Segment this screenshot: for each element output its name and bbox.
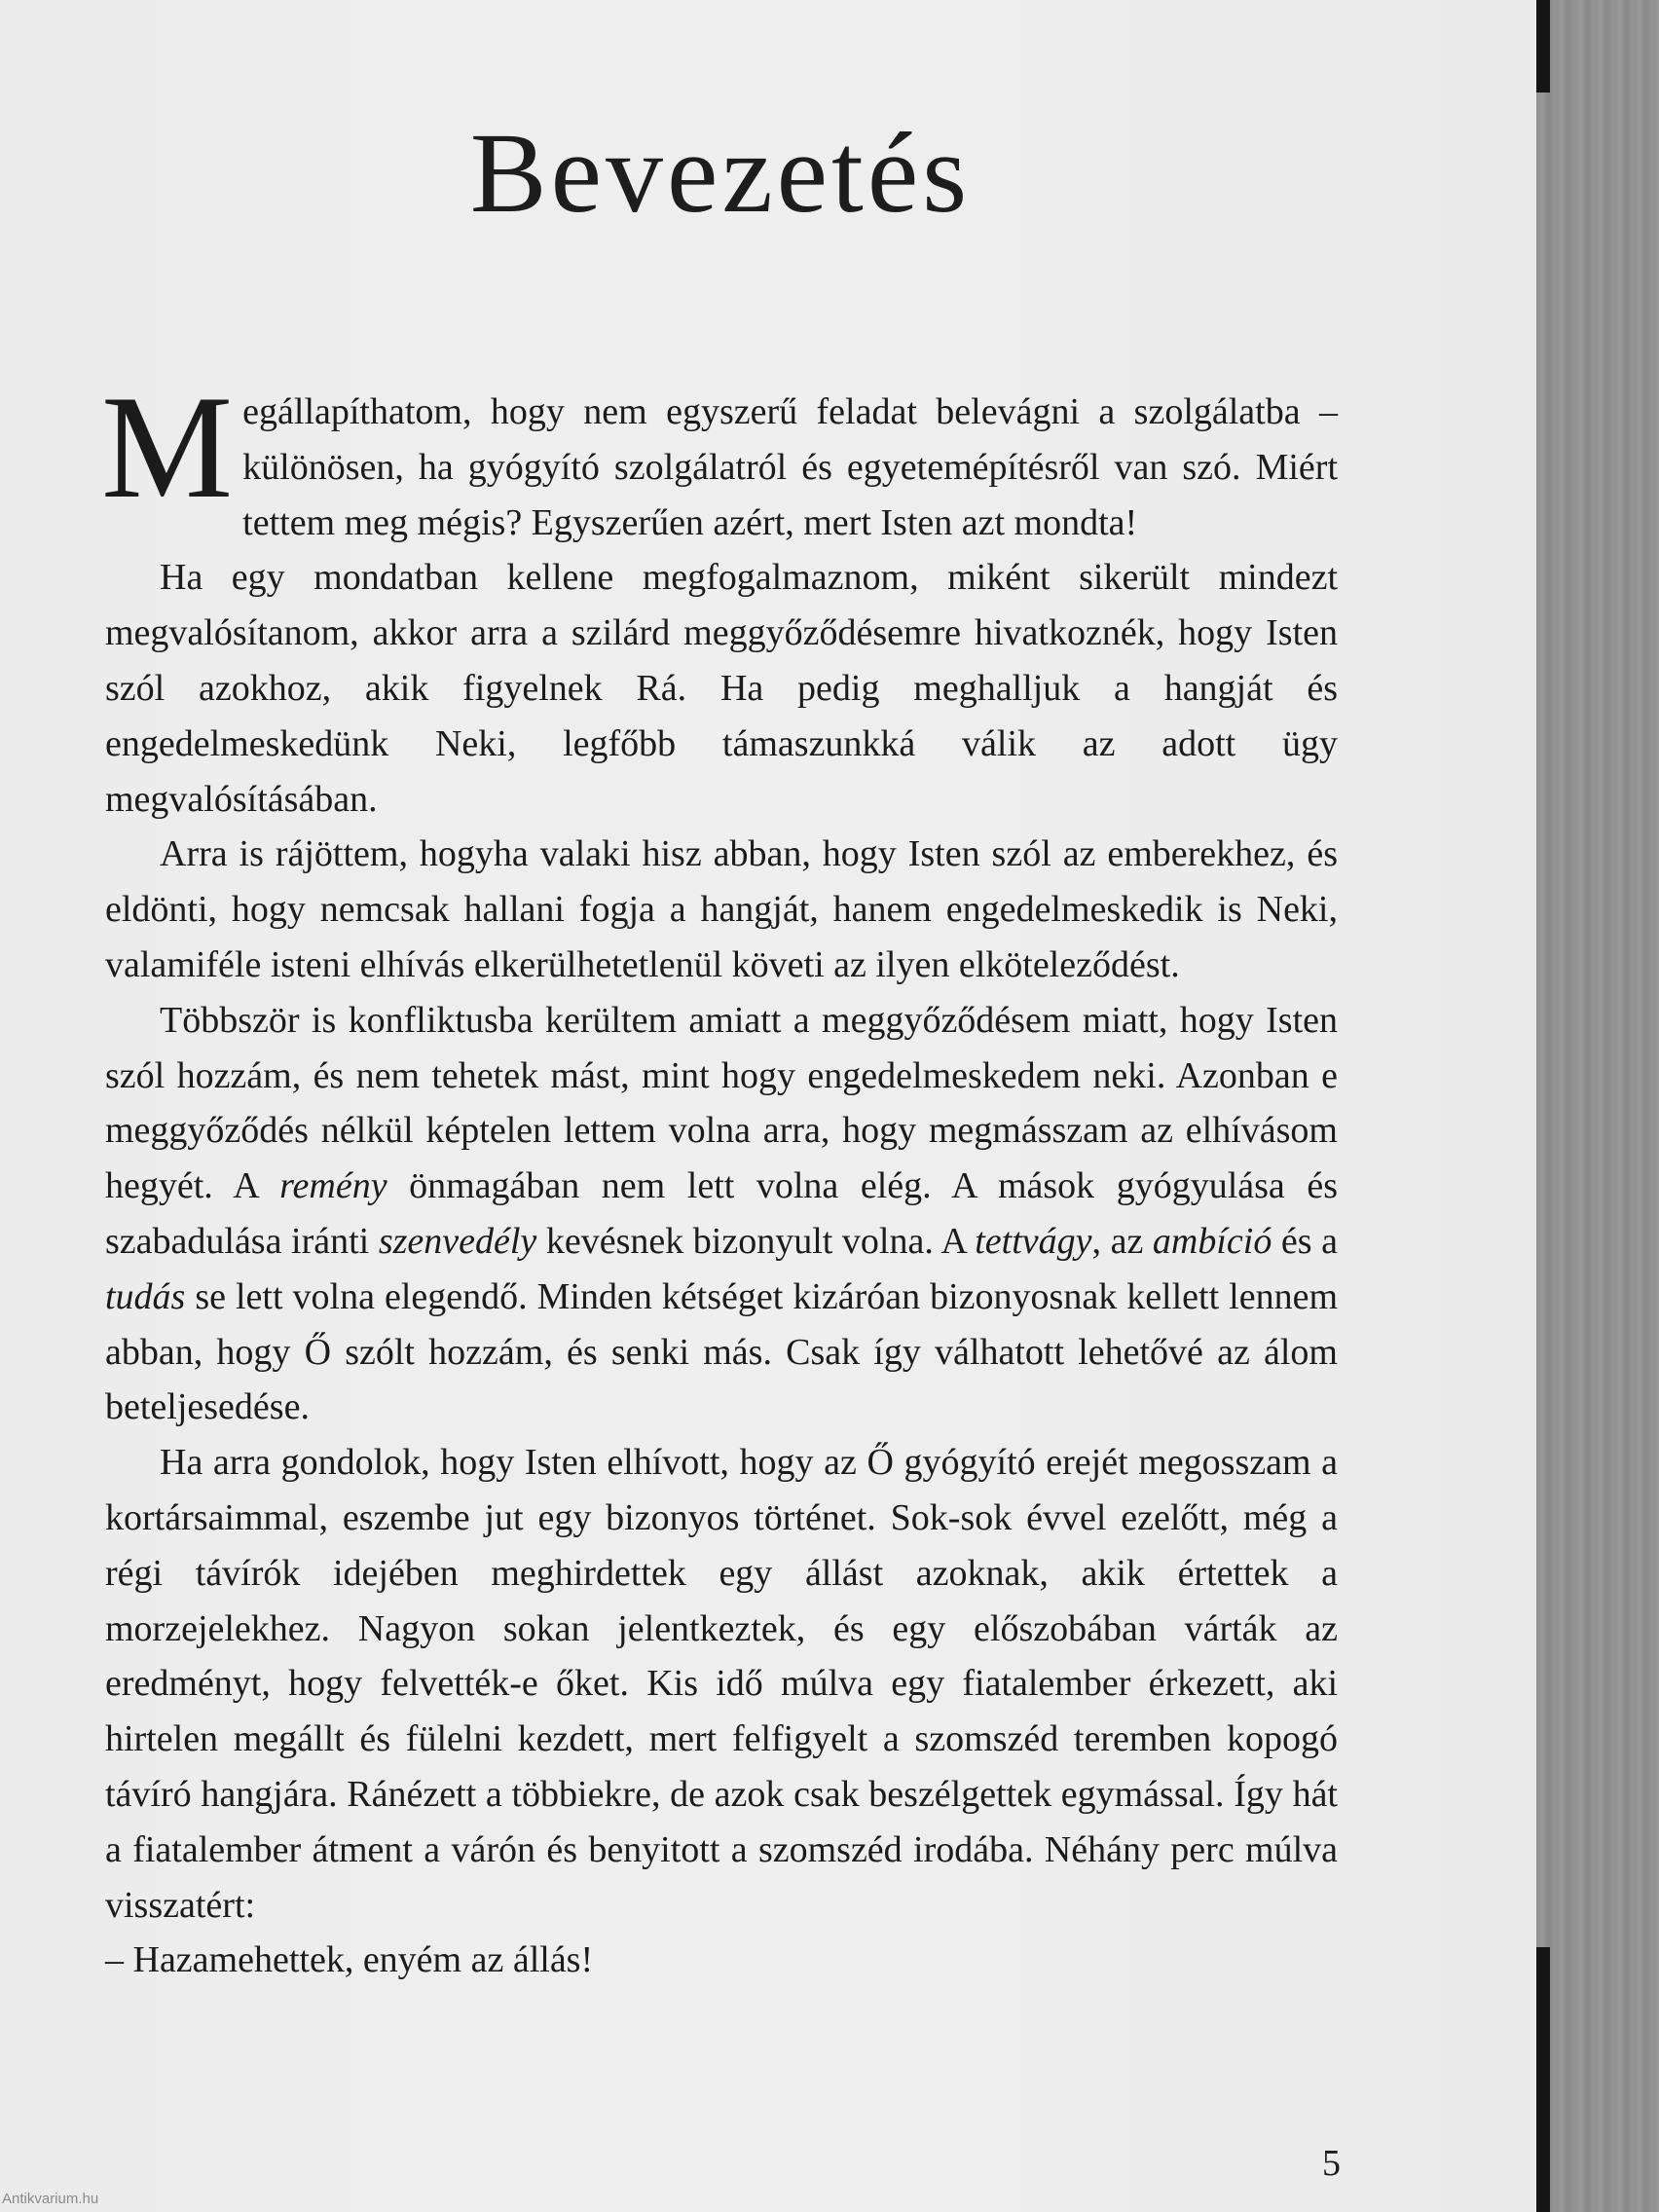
emphasis-remeny: remény	[279, 1165, 387, 1207]
paragraph-1: Megállapíthatom, hogy nem egyszerű feladat belevágni a szolgálatba – különösen, ha gyógyító szolgálatról és egyetemépítésről van szó. Miért tettem meg mégis? Egyszerűen azért, mert Isten azt mondta!	[101, 365, 1338, 543]
emphasis-szenvedely: szenvedély	[378, 1220, 537, 1262]
paragraph-2: Ha egy mondatban kellene megfogalmaznom, miként sikerült mindezt megvalósítanom, akkor arra a szilárd meggyőződésemre hivatkoznék, hogy Isten szól azokhoz, akik figyelnek Rá. Ha pedig meghalljuk a hangját és engedelmeskedünk Neki, legfőbb támaszunkká válik az adott ügy megvalósításában.	[105, 557, 1338, 820]
paragraph-3: Arra is rájöttem, hogyha valaki hisz abban, hogy Isten szól az emberekhez, és eldönti, hogy nemcsak hallani fogja a hangját, hanem engedelmeskedik is Neki, valamiféle isteni elhívás elkerülhetetlenül követi az ilyen elköteleződést.	[105, 833, 1338, 985]
binding-shadow-bottom	[1536, 1947, 1550, 2212]
dialogue-line: – Hazamehettek, enyém az állás!	[105, 1939, 594, 1981]
binding-shadow-top	[1536, 0, 1550, 92]
paragraph-5: Ha arra gondolok, hogy Isten elhívott, hogy az Ő gyógyító erejét megosszam a kortársaimmal, eszembe jut egy bizonyos történet. Sok-sok évvel ezelőtt, még a régi távírók idejében meghirdettek egy állást azoknak, akik értettek a morzejelekhez. Nagyon sokan jelentkeztek, és egy előszobában várták az eredményt, hogy felvették-e őket. Kis idő múlva egy fiatalember érkezett, aki hirtelen megállt és fülelni kezdett, mert felfigyelt a szomszéd teremben kopogó távíró hangjára. Ránézett a többiekre, de azok csak beszélgettek egymással. Így hát a fiatalember átment a várón és benyitott a szomszéd irodába. Néhány perc múlva visszatért:	[105, 1442, 1338, 1926]
adjacent-page-edge	[1536, 0, 1659, 2212]
page-number: 5	[1322, 2143, 1341, 2184]
drop-cap: M	[101, 365, 234, 529]
paragraph-4: Többször is konfliktusba kerültem amiatt a meggyőződésem miatt, hogy Isten szól hozzám, és nem tehetek mást, mint hogy engedelmeskedem neki. Azonban e meggyőződés nélkül képtelen lettem volna arra, hogy megmásszam az elhívásom hegyét. A remény önmagában nem lett volna elég. A mások gyógyulása és szabadulása iránti szenvedély kevésnek bizonyult volna. A tettvágy, az ambíció és a tudás se lett volna elegendő. Minden kétséget kizáróan bizonyosnak kellett lennem abban, hogy Ő szólt hozzám, és senki más. Csak így válhatott lehetővé az álom beteljesedése.	[105, 999, 1338, 1428]
watermark: Antikvarium.hu	[2, 2191, 99, 2207]
body-text	[101, 365, 1338, 1988]
chapter-title: Bevezetés	[469, 109, 972, 237]
emphasis-ambicio: ambíció	[1152, 1220, 1272, 1262]
emphasis-tudas: tudás	[105, 1275, 186, 1317]
emphasis-tettvagy: tettvágy	[975, 1220, 1092, 1262]
